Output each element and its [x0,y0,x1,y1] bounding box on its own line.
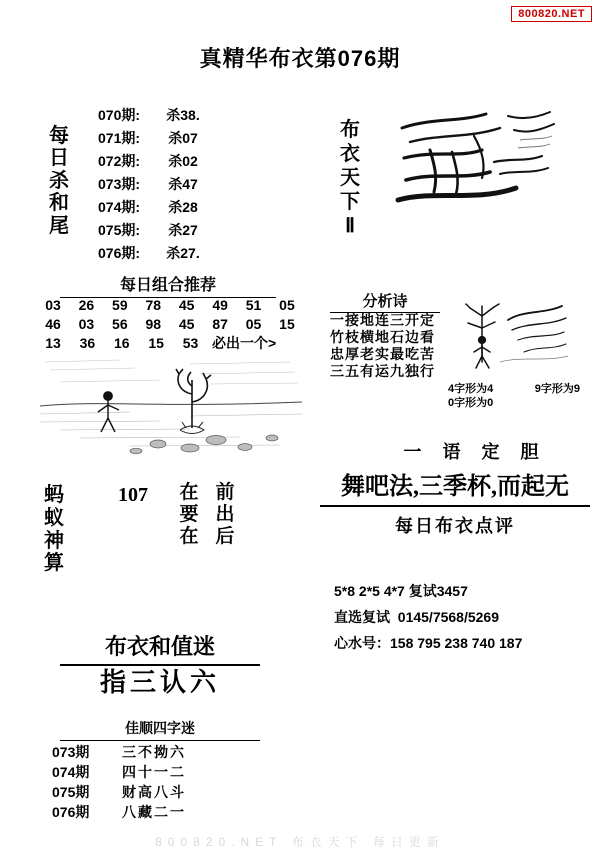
footer-watermark: 800820.NET 布衣天下 每日更新 [155,835,445,849]
combo-cell: 45 [178,297,195,313]
four-char-text: 财高八斗 [122,784,186,800]
kill-period: 070期: [98,107,141,123]
combo-row [40,334,300,353]
four-char-riddle-list [52,742,268,822]
four-char-period: 074期 [52,764,90,780]
kill-period: 072期: [98,153,141,169]
number-row [334,578,584,604]
number-recommendations [334,578,584,656]
shape-note [448,382,580,410]
number-value: 158 795 238 740 187 [390,635,523,651]
kill-period: 075期: [98,222,141,238]
combo-grid [40,296,300,353]
ant-divination-label: 蚂蚁神算 [44,484,64,575]
kill-period: 074期: [98,199,141,215]
kill-value: 杀47 [168,176,198,192]
number-label: 心水号： [334,635,390,651]
riddle-answer: 指三认六 [99,668,220,697]
shape-note-row [448,382,580,396]
watermark-badge: 800820.NET [511,6,592,22]
combo-cell: 13 [45,335,61,351]
combo-cell: 46 [45,316,61,332]
combo-cell: 05 [279,297,295,313]
kill-row [98,219,210,242]
analysis-poem [330,312,435,380]
desert-scene-illustration [40,352,302,456]
page-title: 真精华布衣第076期 [199,46,401,71]
ant-number: 107 [118,484,148,506]
number-row [334,630,584,656]
combo-cell: 03 [45,297,61,313]
combo-cell: 87 [212,316,228,332]
number-value: 0145/7568/5269 [397,609,499,625]
brand-label: 布衣天下Ⅱ [340,119,360,237]
number-row [334,604,584,630]
analysis-poem-title: 分析诗 [330,290,440,313]
ant-phrase-col: 在要在 [179,482,199,548]
poem-line: 竹枝横地石边看 [330,329,435,345]
riddle-title: 布衣和值迷 [60,630,260,666]
shape-note-cell: 0字形为0 [448,397,494,409]
calligraphy-illustration [390,106,560,216]
kill-value: 杀27. [166,245,200,261]
combo-cell: 36 [79,335,96,351]
shape-note-cell: 9字形为9 [534,383,580,395]
poem-line: 忠厚老实最吃苦 [330,346,435,362]
kill-list [98,104,210,265]
kill-row [98,173,210,196]
kill-period: 076期: [98,245,141,261]
shape-note-cell: 4字形为4 [448,383,494,395]
kill-period: 073期: [98,176,141,192]
combo-cell: 51 [245,297,262,313]
kill-value: 杀02 [168,153,198,169]
kill-row [98,127,210,150]
four-char-period: 076期 [52,804,90,820]
four-char-row [52,742,268,762]
combo-cell: 59 [112,297,128,313]
ant-phrase-col: 前出后 [215,482,235,548]
combo-cell: 15 [148,335,164,351]
four-char-text: 三不拗六 [122,744,186,760]
kill-value: 杀27 [168,222,198,238]
four-char-period: 075期 [52,784,90,800]
kill-section-label: 每日杀和尾 [49,125,69,237]
kill-value: 杀38. [166,107,200,123]
combo-cell: 16 [113,335,130,351]
four-char-text: 四十一二 [122,764,186,780]
kill-row [98,242,210,265]
combo-cell: 15 [279,316,295,332]
four-char-period: 073期 [52,744,90,760]
combo-cell: 78 [145,297,162,313]
four-char-text: 八藏二一 [122,804,186,820]
combo-cell: 98 [145,316,162,332]
number-value: 5*8 2*5 4*7 复试3457 [334,583,468,599]
combo-cell: 03 [78,316,95,332]
combo-cell: 49 [212,297,228,313]
number-label: 直选复试 [334,609,390,625]
kill-value: 杀28 [168,199,198,215]
daily-comment-title: 每日布衣点评 [395,516,515,536]
combo-cell: 53 [182,335,199,351]
combo-row [40,296,300,315]
combo-row [40,315,300,334]
four-char-riddle-title: 佳顺四字迷 [60,718,260,741]
poem-line: 三五有运九独行 [330,363,435,379]
ant-phrase [178,482,256,548]
kill-row [98,196,210,219]
combo-cell: 05 [245,316,262,332]
kill-row [98,104,210,127]
poem-line: 一接地连三开定 [330,312,435,328]
four-char-row [52,802,268,822]
kill-period: 071期: [98,130,141,146]
combo-cell: 56 [112,316,128,332]
motto-text: 舞吧法,三季杯,而起无 [320,466,590,507]
yuding-title: 一 语 定 胆 [403,442,547,462]
kill-row [98,150,210,173]
combo-title: 每日组合推荐 [60,272,276,298]
combo-cell: 45 [178,316,195,332]
combo-note: 必出一个> [211,335,277,351]
shape-note-row [448,396,580,410]
four-char-row [52,782,268,802]
combo-cell: 26 [78,297,95,313]
kill-value: 杀07 [168,130,198,146]
stick-figure-illustration [452,300,572,378]
four-char-row [52,762,268,782]
